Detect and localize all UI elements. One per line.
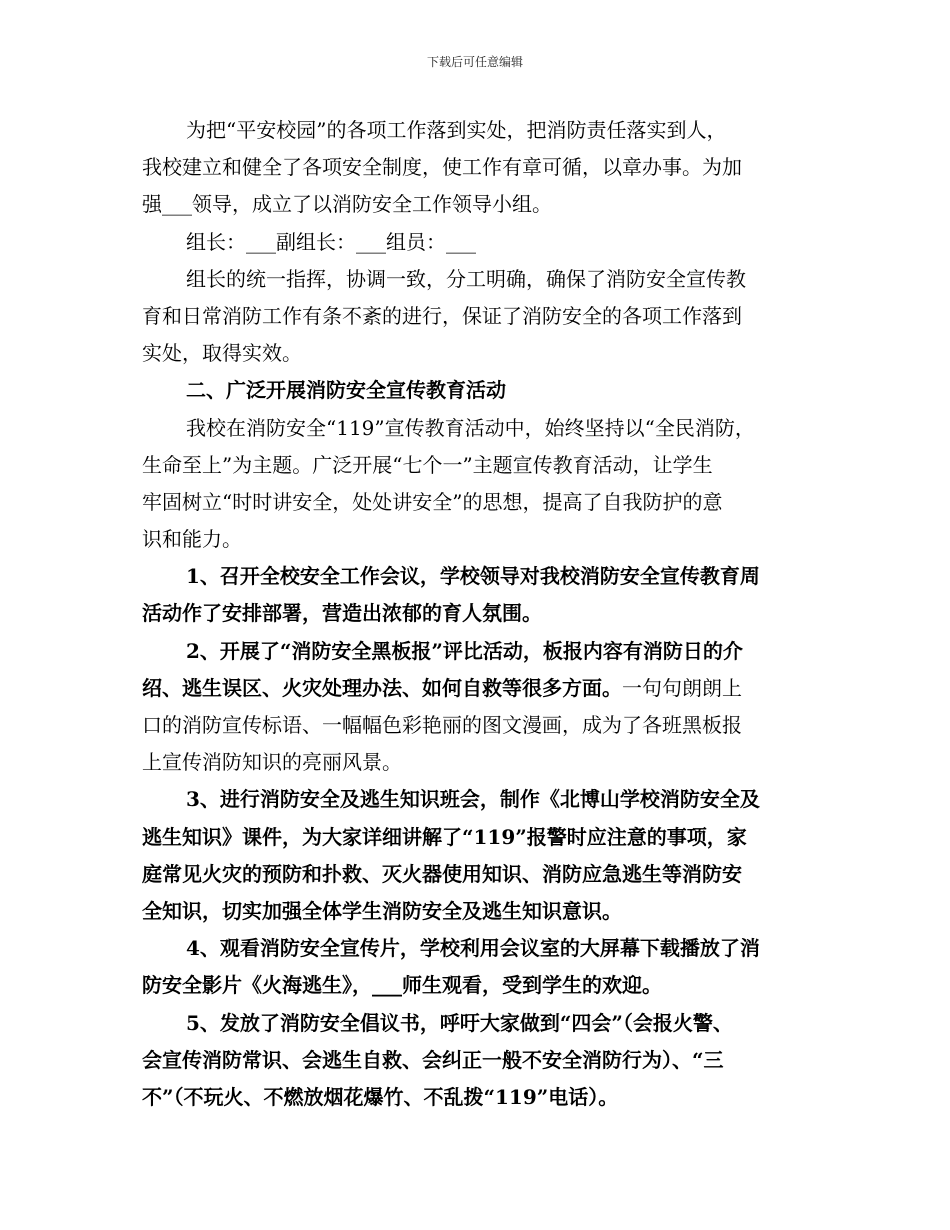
- page-header: 下载后可任意编辑: [426, 55, 523, 69]
- paragraph-line: [142, 819, 812, 856]
- paragraph-line: [142, 186, 812, 223]
- line-text: 口的消防宣传标语、一幅幅色彩艳丽的图文漫画，成为了各班黑板报: [142, 713, 742, 737]
- line-text: 绍、逃生误区、火灾处理办法、如何自救等很多方面。: [142, 675, 622, 700]
- line-text: 生命至上”为主题。广泛开展“七个一”主题宣传教育活动，让学生: [142, 452, 713, 477]
- line-text: 为把“平安校园”的各项工作落到实处，把消防责任落实到人，: [186, 118, 727, 142]
- line-text: 4、观看消防安全宣传片，学校利用会议室的大屏幕下载播放了消: [186, 936, 760, 961]
- line-text: 强___领导，成立了以消防安全工作领导小组。: [142, 192, 552, 217]
- paragraph-line: [142, 372, 812, 409]
- paragraph-line: [142, 447, 812, 484]
- paragraph-line: [142, 670, 812, 707]
- document-body: [142, 112, 812, 1116]
- line-text: 防安全影片《火海逃生》，___师生观看，受到学生的欢迎。: [142, 973, 662, 998]
- paragraph-line: [142, 744, 812, 781]
- line-text-continuation: 一句句朗朗上: [622, 675, 742, 700]
- line-text: 2、开展了“消防安全黑板报”评比活动，板报内容有消防日的介: [186, 638, 743, 663]
- paragraph-line: [142, 335, 812, 372]
- line-text: 我校在消防安全“119”宣传教育活动中，始终坚持以“全民消防，: [186, 415, 755, 440]
- paragraph-line: [142, 1042, 812, 1079]
- paragraph-line: [142, 967, 812, 1004]
- line-text: 会宣传消防常识、会逃生自救、会纠正一般不安全消防行为）、“三: [142, 1047, 724, 1072]
- paragraph-line: [142, 893, 812, 930]
- line-text: 5、发放了消防安全倡议书，呼吁大家做到“四会”（会报火警、: [186, 1010, 733, 1035]
- paragraph-line: [142, 521, 812, 558]
- paragraph-line: [142, 484, 812, 521]
- paragraph-line: [142, 1005, 812, 1042]
- line-text: 活动作了安排部署，营造出浓郁的育人氛围。: [142, 601, 542, 626]
- line-text: 组长：___副组长：___组员：___: [186, 229, 476, 254]
- line-text: 1、召开全校安全工作会议，学校领导对我校消防安全宣传教育周: [186, 564, 760, 589]
- paragraph-line: [142, 224, 812, 261]
- line-text: 组长的统一指挥，协调一致，分工明确，确保了消防安全宣传教: [186, 266, 746, 291]
- line-text: 庭常见火灾的预防和扑救、灭火器使用知识、消防应急逃生等消防安: [142, 861, 742, 886]
- line-text: 我校建立和健全了各项安全制度，使工作有章可循，以章办事。为加: [142, 155, 742, 180]
- paragraph-line: [142, 856, 812, 893]
- line-text: 实处，取得实效。: [142, 341, 302, 366]
- paragraph-line: [142, 298, 812, 335]
- paragraph-line: [142, 930, 812, 967]
- line-text: 牢固树立“时时讲安全，处处讲安全”的思想，提高了自我防护的意: [142, 489, 723, 514]
- paragraph-line: [142, 261, 812, 298]
- line-text: 二、广泛开展消防安全宣传教育活动: [186, 378, 506, 403]
- line-text: 全知识，切实加强全体学生消防安全及逃生知识意识。: [142, 898, 622, 923]
- line-text: 育和日常消防工作有条不紊的进行，保证了消防安全的各项工作落到: [142, 303, 742, 328]
- line-text: 3、进行消防安全及逃生知识班会，制作《北博山学校消防安全及: [186, 787, 760, 812]
- paragraph-line: [142, 633, 812, 670]
- paragraph-line: [142, 1079, 812, 1116]
- paragraph-line: [142, 410, 812, 447]
- paragraph-line: [142, 595, 812, 632]
- paragraph-line: [142, 112, 812, 149]
- line-text: 逃生知识》课件，为大家详细讲解了“119”报警时应注意的事项，家: [142, 824, 747, 849]
- paragraph-line: [142, 707, 812, 744]
- line-text: 上宣传消防知识的亮丽风景。: [142, 750, 402, 775]
- paragraph-line: [142, 781, 812, 818]
- paragraph-line: [142, 149, 812, 186]
- paragraph-line: [142, 558, 812, 595]
- line-text: 不”（不玩火、不燃放烟花爆竹、不乱拨“119”电话）。: [142, 1084, 619, 1109]
- line-text: 识和能力。: [142, 527, 242, 552]
